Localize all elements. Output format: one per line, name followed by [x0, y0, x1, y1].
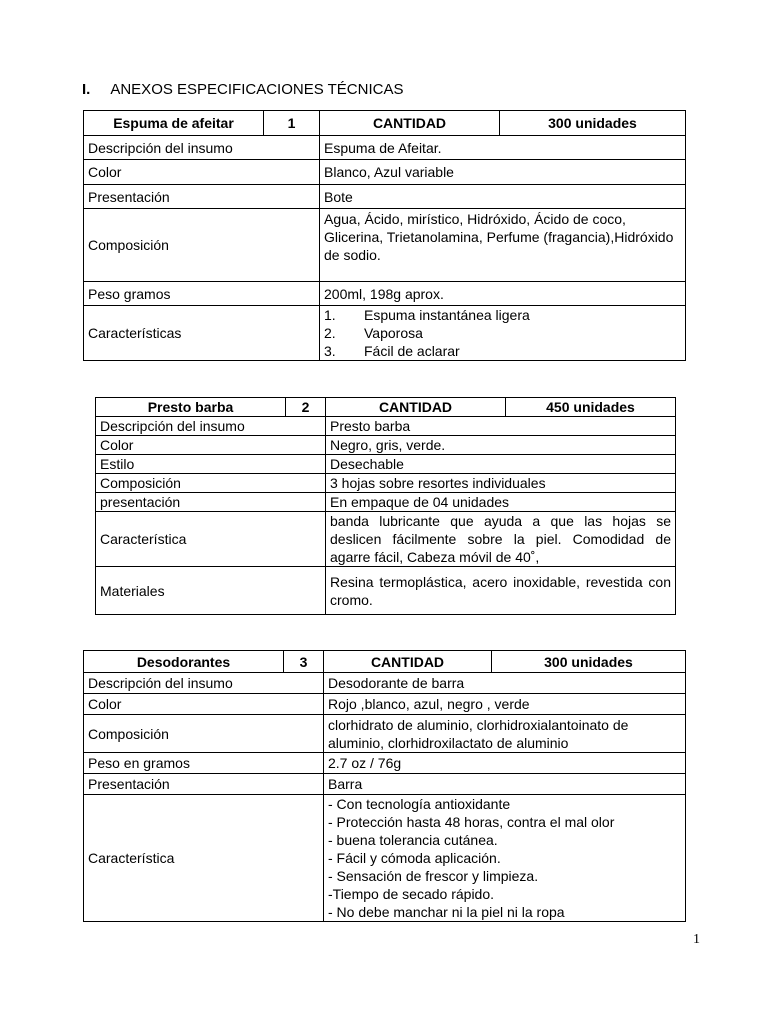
characteristics-list: [320, 306, 686, 361]
table-row: [84, 694, 686, 715]
table-row: [96, 512, 676, 567]
quantity-label: CANTIDAD: [326, 398, 506, 417]
product-name: Desodorantes: [84, 651, 284, 673]
row-label: Característica: [84, 795, 324, 922]
table-row: [84, 673, 686, 694]
row-value: Espuma de Afeitar.: [320, 136, 686, 160]
item-number: 2: [286, 398, 326, 417]
row-label: Descripción del insumo: [84, 136, 320, 160]
row-label: Descripción del insumo: [84, 673, 324, 694]
row-value: Presto barba: [326, 417, 676, 436]
row-label: Estilo: [96, 455, 326, 474]
row-label: Características: [84, 306, 320, 361]
row-value: Negro, gris, verde.: [326, 436, 676, 455]
row-value: Rojo ,blanco, azul, negro , verde: [324, 694, 686, 715]
row-value: Barra: [324, 774, 686, 795]
section-heading: [82, 81, 403, 98]
table-row: [96, 417, 676, 436]
spec-table-deodorant: [83, 650, 686, 922]
row-label: Color: [84, 160, 320, 185]
table-row: [96, 455, 676, 474]
spec-table-shaving-foam: [83, 110, 686, 361]
table-header-row: [84, 651, 686, 673]
table-row: [96, 493, 676, 512]
page-number: 1: [693, 932, 700, 947]
row-label: Materiales: [96, 567, 326, 615]
table-header-row: [96, 398, 676, 417]
table-row: [84, 795, 686, 922]
quantity-value: 450 unidades: [506, 398, 676, 417]
row-value: 2.7 oz / 76g: [324, 753, 686, 774]
spec-table-razor: [95, 397, 676, 615]
table-header-row: [84, 111, 686, 136]
row-label: Color: [84, 694, 324, 715]
quantity-value: 300 unidades: [500, 111, 686, 136]
table-row: [84, 160, 686, 185]
quantity-label: CANTIDAD: [324, 651, 492, 673]
list-item: 2. Vaporosa: [324, 325, 423, 341]
section-number: I.: [82, 81, 91, 98]
product-name: Espuma de afeitar: [84, 111, 264, 136]
list-item: -Tiempo de secado rápido.: [328, 886, 495, 902]
list-item: - Protección hasta 48 horas, contra el mal olor: [328, 814, 615, 830]
row-value: Blanco, Azul variable: [320, 160, 686, 185]
list-item: - Con tecnología antioxidante: [328, 796, 511, 812]
row-label: Composición: [96, 474, 326, 493]
row-value: En empaque de 04 unidades: [326, 493, 676, 512]
table-row: [84, 306, 686, 361]
row-label: Composición: [84, 715, 324, 753]
row-value: clorhidrato de aluminio, clorhidroxialantoinato de aluminio, clorhidroxilactato de aluminio: [324, 715, 686, 753]
list-item: 3. Fácil de aclarar: [324, 343, 460, 359]
table-row: [84, 753, 686, 774]
row-value: Desodorante de barra: [324, 673, 686, 694]
row-label: Color: [96, 436, 326, 455]
characteristics-list: [324, 795, 686, 922]
list-item: - No debe manchar ni la piel ni la ropa: [328, 904, 565, 920]
row-value: 3 hojas sobre resortes individuales: [326, 474, 676, 493]
list-item: - buena tolerancia cutánea.: [328, 832, 498, 848]
row-label: Presentación: [84, 185, 320, 209]
table-row: [84, 136, 686, 160]
row-value: Agua, Ácido, mirístico, Hidróxido, Ácido de coco, Glicerina, Trietanolamina, Perfume (fragancia),Hidróxido de sodio.: [320, 209, 686, 282]
table-row: [96, 436, 676, 455]
row-value: Desechable: [326, 455, 676, 474]
table-row: [84, 774, 686, 795]
list-item: - Sensación de frescor y limpieza.: [328, 868, 539, 884]
row-label: Peso en gramos: [84, 753, 324, 774]
item-number: 3: [284, 651, 324, 673]
quantity-value: 300 unidades: [492, 651, 686, 673]
table-row: [96, 567, 676, 615]
row-label: Peso gramos: [84, 282, 320, 306]
table-row: [84, 185, 686, 209]
row-value: banda lubricante que ayuda a que las hojas se deslicen fácilmente sobre la piel. Comodidad de agarre fácil, Cabeza móvil de 40˚,: [326, 512, 676, 567]
row-value: 200ml, 198g aprox.: [320, 282, 686, 306]
row-value: Bote: [320, 185, 686, 209]
row-label: presentación: [96, 493, 326, 512]
row-label: Presentación: [84, 774, 324, 795]
row-value: Resina termoplástica, acero inoxidable, revestida con cromo.: [326, 567, 676, 615]
product-name: Presto barba: [96, 398, 286, 417]
quantity-label: CANTIDAD: [320, 111, 500, 136]
list-item: - Fácil y cómoda aplicación.: [328, 850, 501, 866]
section-title: ANEXOS ESPECIFICACIONES TÉCNICAS: [110, 81, 404, 98]
row-label: Característica: [96, 512, 326, 567]
table-row: [84, 209, 686, 282]
row-label: Composición: [84, 209, 320, 282]
table-row: [84, 282, 686, 306]
list-item: 1. Espuma instantánea ligera: [324, 307, 530, 323]
item-number: 1: [264, 111, 320, 136]
table-row: [96, 474, 676, 493]
table-row: [84, 715, 686, 753]
row-label: Descripción del insumo: [96, 417, 326, 436]
